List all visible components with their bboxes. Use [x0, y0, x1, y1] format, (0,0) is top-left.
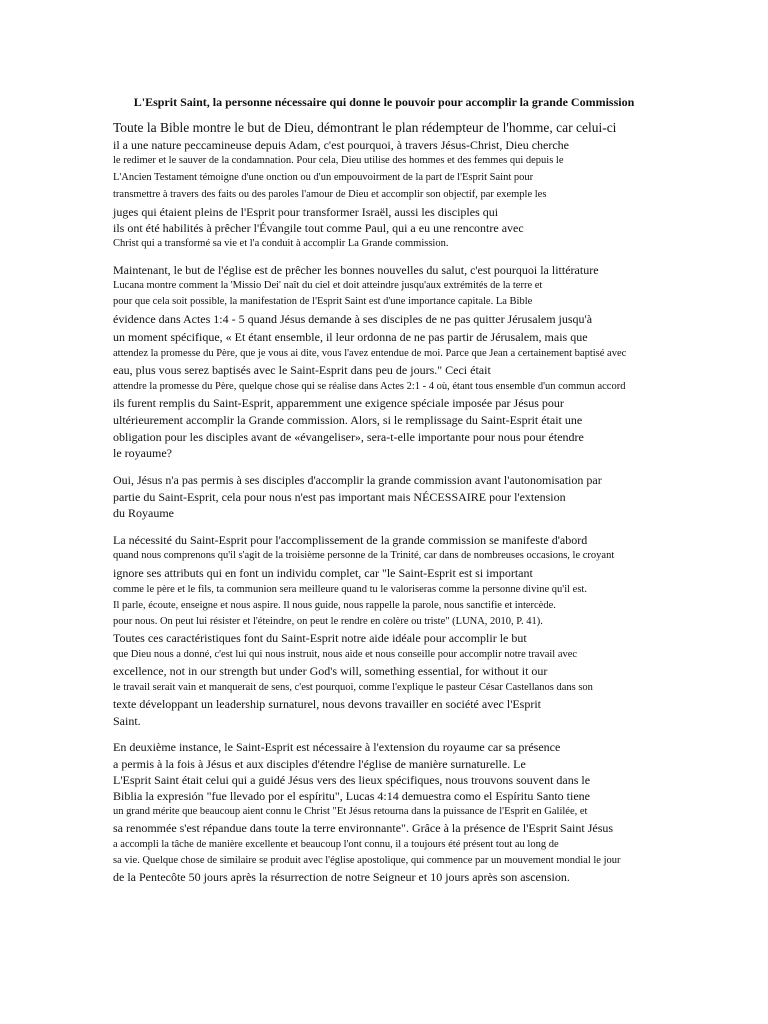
paragraph-line: partie du Saint-Esprit, cela pour nous n'est pas important mais NÉCESSAIRE pour l'extension — [113, 490, 566, 504]
paragraph-line: En deuxième instance, le Saint-Esprit est nécessaire à l'extension du royaume car sa présence — [113, 740, 561, 754]
paragraph-line: sa renommée s'est répandue dans toute la terre environnante". Grâce à la présence de l'Esprit Saint Jésus — [113, 821, 614, 835]
paragraph-line: ultérieurement accomplir la Grande commission. Alors, si le remplissage du Saint-Esprit était une — [113, 413, 583, 427]
document-title: L'Esprit Saint, la personne nécessaire qui donne le pouvoir pour accomplir la grande Commission — [133, 95, 635, 109]
paragraph-line: texte développant un leadership surnaturel, nous devons travailler en société avec l'Esprit — [113, 697, 542, 711]
paragraph-line: attendez la promesse du Père, que je vous ai dite, vous l'avez entendue de moi. Parce que Jean a certainement baptisé avec — [113, 348, 627, 359]
paragraph-line: ils furent remplis du Saint-Esprit, apparemment une exigence spéciale imposée par Jésus pour — [113, 396, 564, 410]
paragraph-line: comme le père et le fils, ta communion sera meilleure quand tu le valoriseras comme la personne divine qu'il est. — [113, 584, 587, 595]
paragraph-line: excellence, not in our strength but under God's will, something essential, for without it our — [113, 664, 548, 678]
paragraph-line: La nécessité du Saint-Esprit pour l'accomplissement de la grande commission se manifeste d'abord — [113, 533, 588, 547]
paragraph-line: Toutes ces caractéristiques font du Saint-Esprit notre aide idéale pour accomplir le but — [113, 631, 527, 645]
paragraph-line: il a une nature peccamineuse depuis Adam, c'est pourquoi, à travers Jésus-Christ, Dieu cherche — [113, 138, 570, 152]
paragraph-line: a permis à la fois à Jésus et aux disciples d'étendre l'église de manière surnaturelle. Le — [113, 757, 526, 771]
paragraph-line: ignore ses attributs qui en font un individu complet, car "le Saint-Esprit est si important — [113, 566, 533, 580]
paragraph-line: pour nous. On peut lui résister et l'éteindre, on peut le rendre en colère ou triste" (LUNA, 2010, P. 41). — [113, 616, 543, 627]
paragraph-line: sa vie. Quelque chose de similaire se produit avec l'église apostolique, qui commence par un mouvement mondial le jour — [113, 855, 621, 866]
paragraph-line: a accompli la tâche de manière excellente et beaucoup l'ont connu, il a toujours été présent tout au long de — [113, 839, 559, 850]
paragraph-line: attendre la promesse du Père, quelque chose qui se réalise dans Actes 2:1 - 4 où, étant tous ensemble d'un commun accord — [113, 381, 626, 392]
paragraph-line: eau, plus vous serez baptisés avec le Saint-Esprit dans peu de jours." Ceci était — [113, 363, 491, 377]
paragraph-line: de la Pentecôte 50 jours après la résurrection de notre Seigneur et 10 jours après son ascension. — [113, 870, 570, 884]
paragraph-line: un grand mérite que beaucoup aient connu le Christ "Et Jésus retourna dans la puissance de l'Esprit en Galilée, et — [113, 806, 588, 817]
paragraph-line: évidence dans Actes 1:4 - 5 quand Jésus demande à ses disciples de ne pas quitter Jérusalem jusqu'à — [113, 312, 593, 326]
paragraph-line: Maintenant, le but de l'église est de prêcher les bonnes nouvelles du salut, c'est pourquoi la littérature — [113, 263, 599, 277]
paragraph-line: obligation pour les disciples avant de «évangeliser», sera-t-elle importante pour nous pour étendre — [113, 430, 584, 444]
paragraph-line: transmettre à travers des faits ou des paroles l'amour de Dieu et accomplir son objectif, par exemple les — [113, 189, 547, 200]
paragraph-line: Toute la Bible montre le but de Dieu, démontrant le plan rédempteur de l'homme, car celui-ci — [113, 120, 617, 135]
paragraph-line: L'Ancien Testament témoigne d'une onction ou d'un empouvoirment de la part de l'Esprit Saint pour — [113, 172, 534, 183]
paragraph-line: le travail serait vain et manquerait de sens, c'est pourquoi, comme l'explique le pasteur César Castellanos dans son — [113, 682, 593, 693]
paragraph-line: un moment spécifique, « Et étant ensemble, il leur ordonna de ne pas partir de Jérusalem, mais que — [113, 330, 588, 344]
paragraph-line: le royaume? — [113, 446, 172, 460]
paragraph-line: du Royaume — [113, 506, 174, 520]
paragraph-line: le redimer et le sauver de la condamnation. Pour cela, Dieu utilise des hommes et des femmes qui depuis le — [113, 155, 564, 166]
paragraph-line: ils ont été habilités à prêcher l'Évangile tout comme Paul, qui a eu une rencontre avec — [113, 221, 524, 235]
paragraph-line: que Dieu nous a donné, c'est lui qui nous instruit, nous aide et nous conseille pour accomplir notre travail avec — [113, 649, 578, 660]
paragraph-line: Oui, Jésus n'a pas permis à ses disciples d'accomplir la grande commission avant l'autonomisation par — [113, 473, 602, 487]
paragraph-line: Christ qui a transformé sa vie et l'a conduit à accomplir La Grande commission. — [113, 238, 449, 249]
paragraph-line: quand nous comprenons qu'il s'agit de la troisième personne de la Trinité, car dans de nombreuses occasions, le croyant — [113, 550, 615, 561]
paragraph-line: L'Esprit Saint était celui qui a guidé Jésus vers des lieux spécifiques, nous trouvons souvent dans le — [113, 773, 591, 787]
paragraph-line: pour que cela soit possible, la manifestation de l'Esprit Saint est d'une importance capitale. La Bible — [113, 296, 533, 307]
paragraph-line: Saint. — [113, 714, 141, 728]
paragraph-line: juges qui étaient pleins de l'Esprit pour transformer Israël, aussi les disciples qui — [113, 205, 499, 219]
paragraph-line: Il parle, écoute, enseigne et nous aspire. Il nous guide, nous rappelle la parole, nous sanctifie et intercède. — [113, 600, 556, 611]
paragraph-line: Lucana montre comment la 'Missio Dei' naît du ciel et doit atteindre jusqu'aux extrémités de la terre et — [113, 280, 543, 291]
paragraph-line: Biblia la expresión "fue llevado por el espíritu", Lucas 4:14 demuestra como el Espíritu Santo tiene — [113, 789, 591, 803]
